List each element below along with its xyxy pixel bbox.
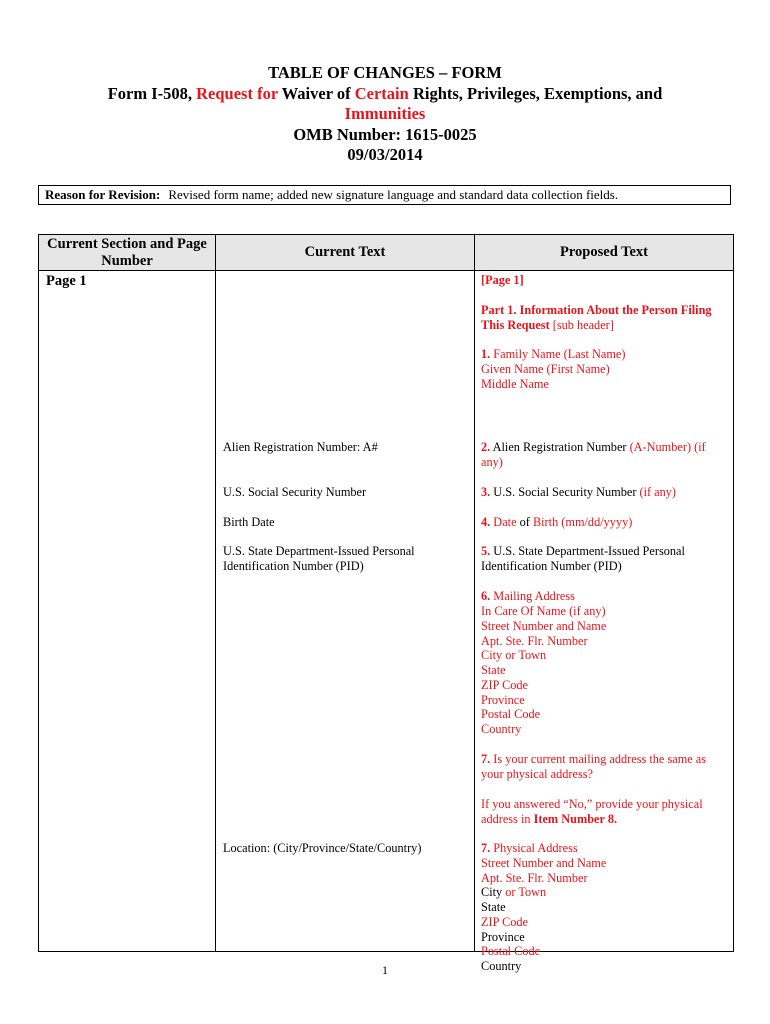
header-proposed-text: Proposed Text (475, 235, 734, 271)
mailing-street: Street Number and Name (481, 619, 607, 633)
physical-state: State (481, 900, 506, 914)
ssn-if-any: (if any) (639, 485, 677, 499)
question-7-text: Is your current mailing address the same as (490, 752, 707, 766)
mailing-apt: Apt. Ste. Flr. Number (481, 634, 588, 648)
changes-table (38, 234, 734, 973)
current-alien-number: Alien Registration Number: A# (223, 440, 378, 454)
current-ssn: U.S. Social Security Number (223, 485, 367, 499)
physical-postal: Postal Code (481, 944, 541, 958)
family-name-text: Family Name (Last Name) (490, 347, 626, 361)
physical-address-text: Physical Address (490, 841, 578, 855)
page-number: 1 (382, 963, 388, 977)
current-pid-line1: U.S. State Department-Issued Personal (223, 544, 415, 558)
proposed-mailing-address (481, 589, 575, 604)
proposed-text-cell (475, 271, 734, 973)
physical-city-city: City (481, 885, 503, 899)
form-name-request-for: Request for (196, 83, 278, 103)
proposed-if-no-line2 (481, 812, 617, 827)
current-pid-line2: Identification Number (PID) (223, 559, 364, 573)
table-row (39, 271, 734, 952)
item-number-2: 2. (481, 440, 491, 454)
item-number-4: 4. (481, 515, 491, 529)
item-number-6: 6. (481, 589, 491, 603)
section-page-label: Page 1 (46, 273, 87, 289)
header-section: Current Section and Page Number (39, 235, 216, 271)
mailing-care-of: In Care Of Name (if any) (481, 604, 606, 618)
physical-zip: ZIP Code (481, 915, 529, 929)
form-name-waiver-of: Waiver of (277, 83, 355, 103)
ssn-text: U.S. Social Security Number (490, 485, 640, 499)
header-current-text: Current Text (216, 235, 475, 271)
physical-country: Country (481, 959, 522, 973)
proposed-part1-line2 (481, 318, 614, 333)
mailing-postal: Postal Code (481, 707, 541, 721)
reason-text: Revised form name; added new signature language and standard data collection fields. (168, 187, 619, 202)
document-title: TABLE OF CHANGES – FORM (268, 63, 502, 82)
pid-text: U.S. State Department-Issued Personal (490, 544, 685, 558)
dob-of: of (516, 515, 533, 529)
current-birth-date: Birth Date (223, 515, 275, 529)
item-number-5: 5. (481, 544, 491, 558)
item-number-7-physical: 7. (481, 841, 491, 855)
proposed-alien-line1 (481, 440, 706, 455)
proposed-pid-line1 (481, 544, 685, 559)
proposed-birth-date (481, 515, 632, 530)
alien-text: Alien Registration Number (490, 440, 630, 454)
mailing-city: City or Town (481, 648, 547, 662)
proposed-alien-line2: any) (481, 455, 503, 469)
proposed-part1-this-request: This Request (481, 318, 550, 332)
reason-label: Reason for Revision: (45, 187, 161, 202)
proposed-middle-name: Middle Name (481, 377, 549, 391)
omb-number: OMB Number: 1615-0025 (293, 124, 477, 144)
item-number-1: 1. (481, 347, 491, 361)
item-number-7-question: 7. (481, 752, 491, 766)
proposed-question-7-line1 (481, 752, 706, 767)
mailing-zip: ZIP Code (481, 678, 529, 692)
reason-for-revision-box (38, 185, 731, 205)
mailing-state: State (481, 663, 506, 677)
proposed-question-7-line2: your physical address? (481, 767, 594, 781)
proposed-ssn (481, 485, 676, 500)
form-name-certain: Certain (354, 83, 409, 103)
current-location: Location: (City/Province/State/Country) (223, 841, 422, 855)
revision-date: 09/03/2014 (347, 145, 423, 164)
proposed-if-no-line1: If you answered “No,” provide your physical (481, 797, 703, 811)
proposed-pid-line2: Identification Number (PID) (481, 559, 622, 573)
proposed-family-name (481, 347, 625, 362)
alien-a-number-text: (A-Number) (if (629, 440, 706, 454)
current-text-cell (216, 271, 475, 952)
proposed-part1-subheader: [sub header] (549, 318, 614, 332)
form-name-rights: Rights, Privileges, Exemptions, and (408, 83, 663, 103)
document-title-block (0, 63, 770, 166)
item-number-3: 3. (481, 485, 491, 499)
if-no-item-number: Item Number 8. (533, 812, 618, 826)
table-header-row (39, 235, 734, 271)
mailing-country: Country (481, 722, 522, 736)
proposed-page-label: [Page 1] (481, 273, 524, 287)
physical-province: Province (481, 930, 525, 944)
dob-date: Date (490, 515, 517, 529)
physical-city (481, 885, 546, 900)
proposed-given-name: Given Name (First Name) (481, 362, 610, 376)
form-name (0, 84, 770, 105)
section-cell (39, 271, 216, 952)
physical-street: Street Number and Name (481, 856, 607, 870)
dob-birth: Birth (mm/dd/yyyy) (532, 515, 633, 529)
proposed-physical-address (481, 841, 578, 856)
mailing-address-text: Mailing Address (490, 589, 575, 603)
form-name-immunities: Immunities (344, 104, 426, 123)
mailing-province: Province (481, 693, 525, 707)
if-no-address-in: address in (481, 812, 534, 826)
proposed-part1-line1: Part 1. Information About the Person Filing (481, 303, 712, 317)
physical-city-or-town: or Town (502, 885, 547, 899)
form-name-prefix: Form I-508, (107, 83, 197, 103)
physical-apt: Apt. Ste. Flr. Number (481, 871, 588, 885)
